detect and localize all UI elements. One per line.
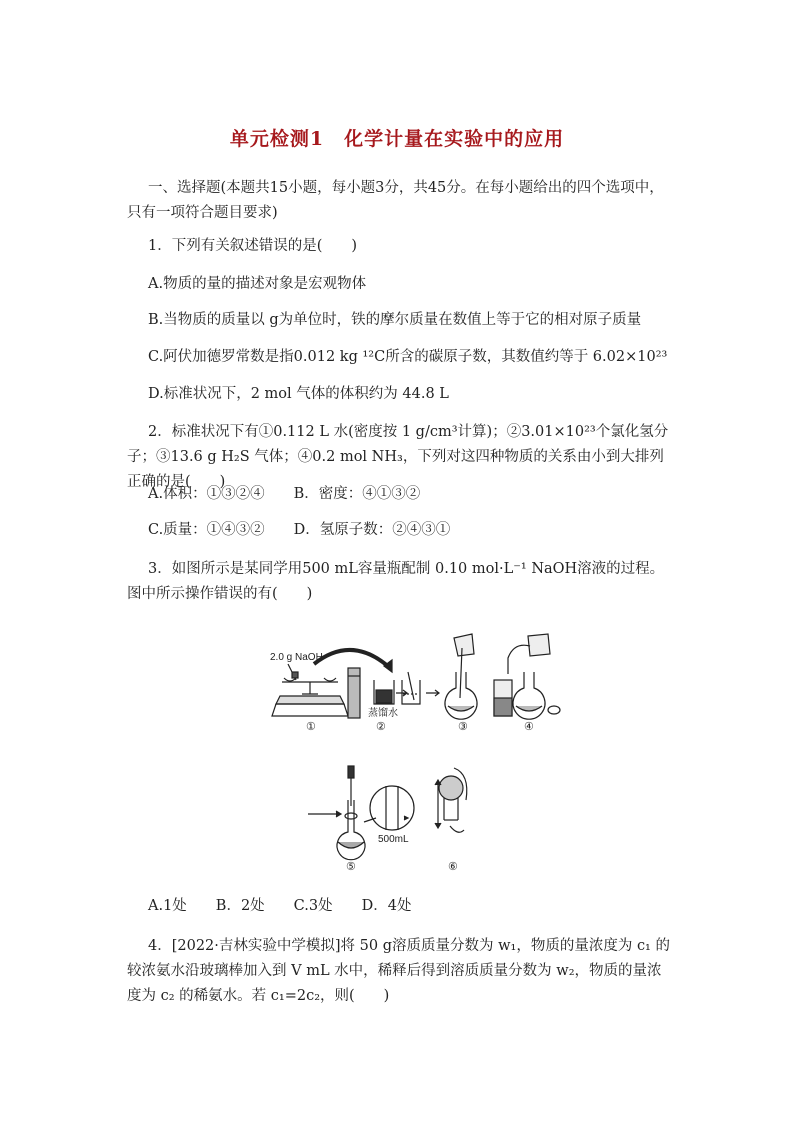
- q3-figure-bottom: [304, 760, 494, 880]
- section-instructions: 一、选择题(本题共15小题，每小题3分，共45分。在每小题给出的四个选项中，只有一项符合题目要求): [127, 180, 664, 221]
- question-3-stem: 3．如图所示是某同学用500 mL容量瓶配制 0.10 mol·L⁻¹ NaOH溶液的过程。图中所示操作错误的有( ): [127, 561, 665, 602]
- fig-water-label: 蒸馏水: [368, 708, 398, 719]
- dropper-flask-icon: [337, 766, 365, 860]
- balance-icon: [272, 664, 348, 716]
- q2-options-ab: A.体积：①③②④ B．密度：④①③②: [148, 486, 421, 502]
- magnified-view-icon: [364, 786, 414, 830]
- page-title: 单元检测1 化学计量在实验中的应用: [229, 128, 565, 150]
- step-label-1: ①: [306, 720, 316, 733]
- q1-option-b: B.当物质的质量以 g为单位时，铁的摩尔质量在数值上等于它的相对原子质量: [148, 312, 642, 328]
- curved-arrow-icon: [314, 650, 390, 668]
- q3-options: A.1处 B．2处 C.3处 D．4处: [148, 898, 412, 914]
- question-1-stem: 1．下列有关叙述错误的是( ): [148, 238, 358, 254]
- step-label-3: ③: [458, 720, 468, 733]
- question-2-stem: 2．标准状况下有①0.112 L 水(密度按 1 g/cm³计算)；②3.01×10²³个氯化氢分子；③13.6 g H₂S 气体；④0.2 mol NH₃，下列对这四种物质的关系由小到大排列正确的是( ): [127, 424, 669, 490]
- beaker-stand-icon: [348, 668, 360, 718]
- beaker-icon: [374, 680, 394, 704]
- q2-options-cd: C.质量：①④③② D．氢原子数：②④③①: [148, 522, 451, 538]
- inverting-flask-icon: [435, 768, 467, 832]
- washing-bottle-icon: [494, 634, 560, 719]
- q1-option-c: C.阿伏加德罗常数是指0.012 kg ¹²C所含的碳原子数，其数值约等于 6.02×10²³: [148, 349, 668, 365]
- step-label-2: ②: [376, 720, 386, 733]
- q3-figure-top: [262, 628, 562, 738]
- step-label-6: ⑥: [448, 860, 458, 873]
- fig-volume-label: 500mL: [378, 834, 409, 845]
- question-4-stem: 4．[2022·吉林实验中学模拟]将 50 g溶质质量分数为 w₁，物质的量浓度为 c₁ 的较浓氨水沿玻璃棒加入到 V mL 水中，稀释后得到溶质质量分数为 w₂，物质的量浓度为 c₂ 的稀氨水。若 c₁=2c₂，则( ): [127, 938, 670, 1004]
- step-label-4: ④: [524, 720, 534, 733]
- stirring-beaker-icon: [402, 672, 420, 704]
- fig-naoh-label: 2.0 g NaOH: [270, 652, 323, 663]
- q1-option-a: A.物质的量的描述对象是宏观物体: [148, 276, 367, 292]
- q1-option-d: D.标准状况下，2 mol 气体的体积约为 44.8 L: [148, 386, 449, 402]
- volumetric-flask-icon: [445, 634, 477, 719]
- step-label-5: ⑤: [346, 860, 356, 873]
